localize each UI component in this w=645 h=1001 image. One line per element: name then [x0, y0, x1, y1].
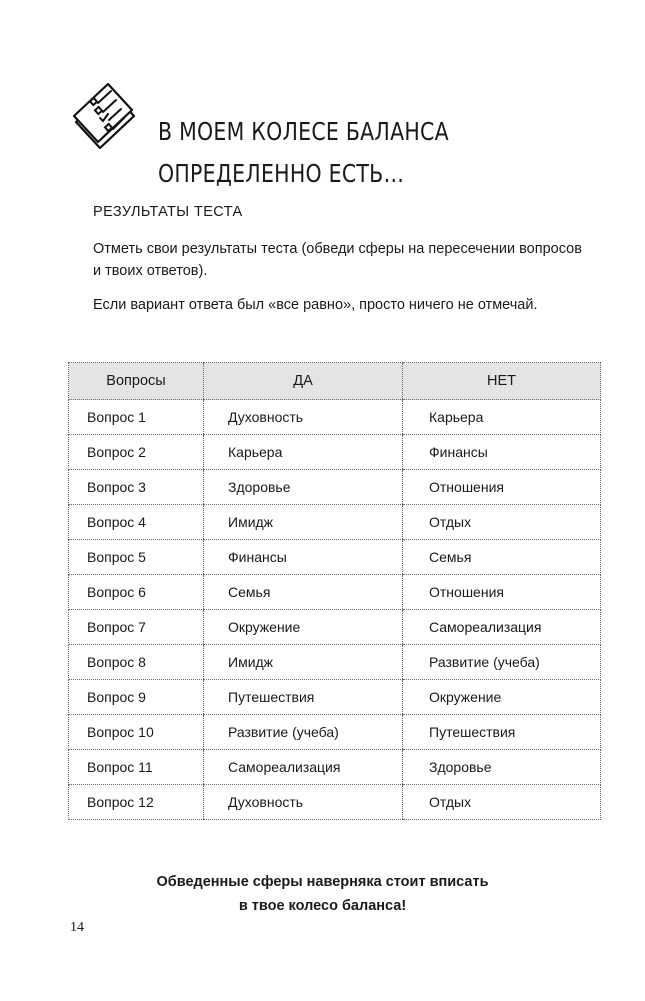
yes-cell: Здоровье	[204, 470, 403, 505]
question-cell: Вопрос 9	[69, 680, 204, 715]
page-title-line-1: В МОЕМ КОЛЕСЕ БАЛАНСА	[158, 116, 449, 146]
column-header-yes: ДА	[204, 363, 403, 400]
page-number: 14	[70, 920, 84, 935]
table-header-row	[69, 363, 601, 400]
no-cell: Семья	[403, 540, 601, 575]
column-header-questions: Вопросы	[69, 363, 204, 400]
table-row	[69, 435, 601, 470]
no-cell: Отношения	[403, 470, 601, 505]
question-cell: Вопрос 4	[69, 505, 204, 540]
question-cell: Вопрос 8	[69, 645, 204, 680]
no-cell: Карьера	[403, 400, 601, 435]
yes-cell: Имидж	[204, 505, 403, 540]
question-cell: Вопрос 2	[69, 435, 204, 470]
question-cell: Вопрос 7	[69, 610, 204, 645]
no-cell: Самореализация	[403, 610, 601, 645]
yes-cell: Карьера	[204, 435, 403, 470]
column-header-no: НЕТ	[403, 363, 601, 400]
no-cell: Здоровье	[403, 750, 601, 785]
table-row	[69, 785, 601, 820]
table-row	[69, 645, 601, 680]
yes-cell: Имидж	[204, 645, 403, 680]
table-row	[69, 575, 601, 610]
table-row	[69, 680, 601, 715]
table-row	[69, 715, 601, 750]
table-row	[69, 750, 601, 785]
yes-cell: Семья	[204, 575, 403, 610]
results-table	[68, 362, 601, 820]
table-row	[69, 610, 601, 645]
no-cell: Путешествия	[403, 715, 601, 750]
page-title	[158, 111, 449, 195]
question-cell: Вопрос 12	[69, 785, 204, 820]
checklist-document-icon	[70, 82, 140, 154]
question-cell: Вопрос 1	[69, 400, 204, 435]
yes-cell: Духовность	[204, 785, 403, 820]
yes-cell: Окружение	[204, 610, 403, 645]
question-cell: Вопрос 10	[69, 715, 204, 750]
question-cell: Вопрос 5	[69, 540, 204, 575]
note-paragraph: Если вариант ответа был «все равно», просто ничего не отмечай.	[93, 297, 538, 313]
question-cell: Вопрос 3	[69, 470, 204, 505]
no-cell: Отдых	[403, 505, 601, 540]
yes-cell: Путешествия	[204, 680, 403, 715]
no-cell: Отношения	[403, 575, 601, 610]
table-row	[69, 505, 601, 540]
yes-cell: Самореализация	[204, 750, 403, 785]
table-row	[69, 470, 601, 505]
chapter-header	[70, 82, 590, 188]
no-cell: Развитие (учеба)	[403, 645, 601, 680]
yes-cell: Духовность	[204, 400, 403, 435]
table-row	[69, 540, 601, 575]
yes-cell: Развитие (учеба)	[204, 715, 403, 750]
question-cell: Вопрос 6	[69, 575, 204, 610]
section-label: РЕЗУЛЬТАТЫ ТЕСТА	[93, 204, 243, 220]
footer-note	[0, 870, 645, 918]
footer-note-line-1: Обведенные сферы наверняка стоит вписать	[156, 874, 489, 890]
table-row	[69, 400, 601, 435]
question-cell: Вопрос 11	[69, 750, 204, 785]
no-cell: Финансы	[403, 435, 601, 470]
no-cell: Окружение	[403, 680, 601, 715]
page-title-line-2: ОПРЕДЕЛЕННО ЕСТЬ…	[158, 158, 405, 188]
yes-cell: Финансы	[204, 540, 403, 575]
no-cell: Отдых	[403, 785, 601, 820]
instruction-paragraph: Отметь свои результаты теста (обведи сферы на пересечении вопросов и твоих ответов).	[93, 241, 582, 279]
footer-note-line-2: в твое колесо баланса!	[238, 898, 407, 914]
